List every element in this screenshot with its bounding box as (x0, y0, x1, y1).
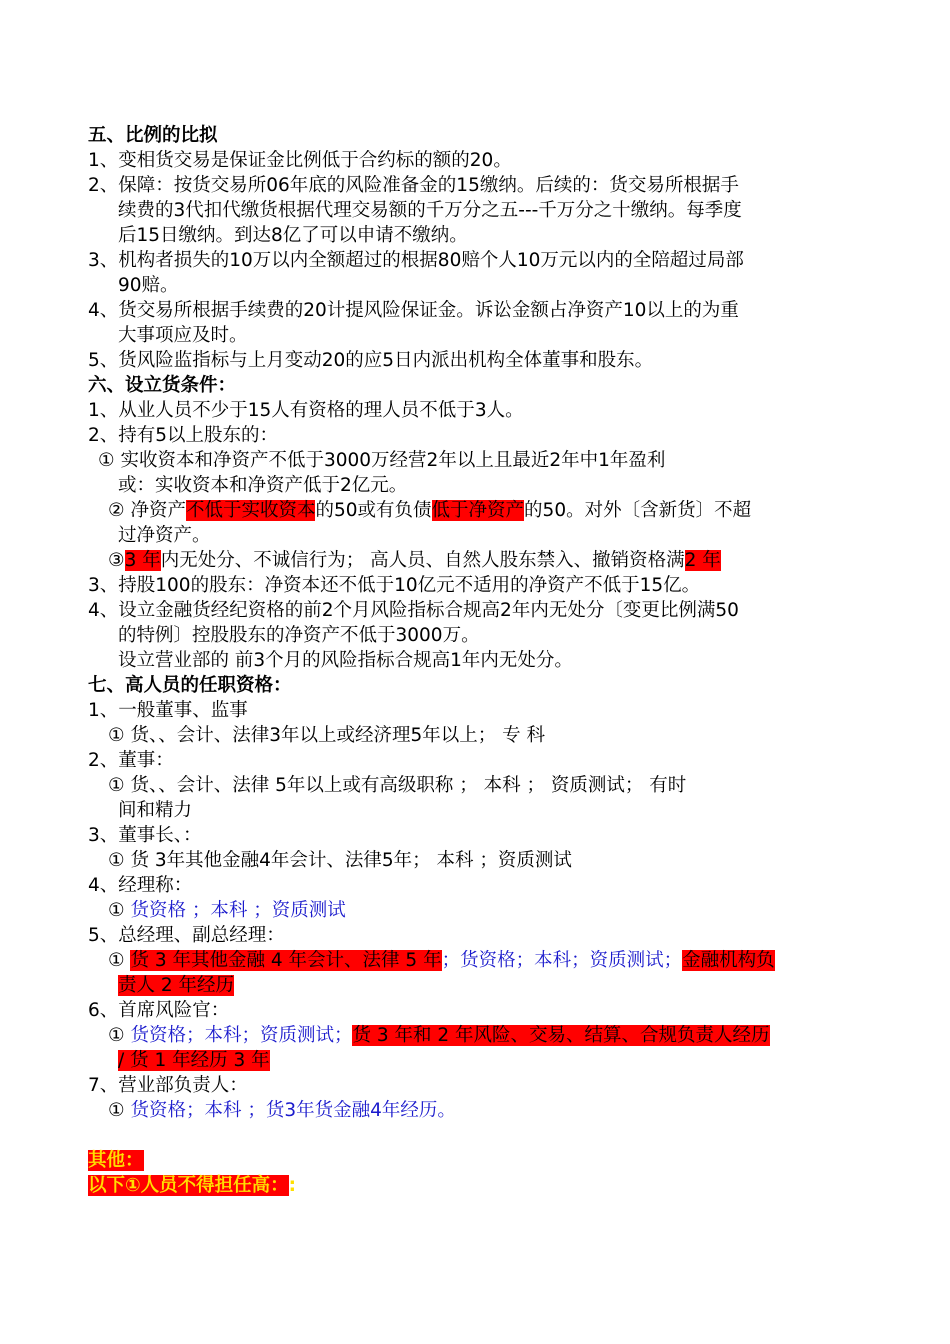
s7-item-7: 7、营业部负责人： (88, 1075, 248, 1096)
s6-sub-3-num: ③ (108, 550, 125, 571)
s7-item-5-sub (88, 948, 898, 973)
s7-item-4-num: ① (108, 900, 131, 921)
s6-item-4: 4、设立金融货经纪资格的前2个月风险指标合规高2年内无处分〔变更比例满50 (88, 600, 739, 621)
s7-item-1-sub: ① 货、、会计、法律3年以上或经济理5年以上； 专 科 (108, 725, 546, 746)
s7-item-6-blue-text: 货资格；本科；资质测试； (130, 1025, 353, 1046)
s6-sub-2-text-b: 的50或有负债 (315, 500, 432, 521)
highlight-fin-head: 金融机构负 (682, 950, 775, 971)
s7-item-6-num: ① (108, 1025, 131, 1046)
s7-item-7-sub (88, 1098, 898, 1123)
s6-sub-3-text: 内无处分、不诚信行为； 高人员、自然人股东禁入、撤销资格满 (160, 550, 685, 571)
s7-item-3-sub: ① 货 3年其他金融4年会计、法律5年； 本科 ；资质测试 (108, 850, 572, 871)
s7-item-1: 1、一般董事、监事 (88, 700, 248, 721)
s7-item-5-num: ① (108, 950, 131, 971)
highlight-2-years: 2 年 (684, 550, 721, 571)
s7-item-2: 2、董事： (88, 750, 174, 771)
section-6-title: 六、设立货条件： (88, 375, 237, 396)
s7-item-4-sub (88, 898, 898, 923)
s7-item-6-sub (88, 1023, 898, 1048)
s6-sub-2 (88, 498, 898, 523)
s7-item-2-sub-cont: 间和精力 (118, 800, 193, 821)
s7-item-5-sub-cont (88, 973, 898, 998)
s5-item-1: 1、变相货交易是保证金比例低于合约标的额的20。 (88, 150, 512, 171)
highlight-not-lower-than-capital: 不低于实收资本 (185, 500, 316, 521)
s7-item-4-blue-text: 货资格 ；本科 ；资质测试 (130, 900, 346, 921)
s5-item-3-cont: 90赔。 (118, 275, 179, 296)
s7-item-5-blue-text: ；货资格；本科；资质测试； (441, 950, 683, 971)
highlight-3-years: 3 年 (124, 550, 161, 571)
s5-item-3: 3、机构者损失的10万以内全额超过的根据80赔个人10万元以内的全陪超过局部 (88, 250, 744, 271)
s7-item-7-num: ① (108, 1100, 131, 1121)
document-body (88, 123, 898, 1198)
other-title: 其他： (88, 1150, 144, 1171)
s7-item-6-sub-cont (88, 1048, 898, 1073)
s6-item-4-cont: 的特例〕控股股东的净资产不低于3000万。 (118, 625, 480, 646)
s7-item-3: 3、董事长、： (88, 825, 202, 846)
highlight-head-2-years: 责人 2 年经历 (118, 975, 235, 996)
s7-item-5: 5、总经理、副总经理： (88, 925, 285, 946)
s7-item-7-blue-text: 货资格；本科 ；货3年货金融4年经历。 (130, 1100, 456, 1121)
other-line-colon: : (288, 1175, 297, 1196)
s7-item-2-sub: ① 货、、会计、法律 5年以上或有高级职称 ； 本科 ； 资质测试； 有时 (108, 775, 687, 796)
other-title-line (88, 1148, 898, 1173)
s6-sub-2-cont: 过净资产。 (118, 525, 211, 546)
s5-item-5: 5、货风险监指标与上月变动20的应5日内派出机构全体董事和股东。 (88, 350, 654, 371)
other-line-text: 以下①人员不得担任高： (88, 1175, 289, 1196)
s6-sub-3 (88, 548, 898, 573)
s6-sub-2-text-a: ② 净资产 (108, 500, 186, 521)
highlight-gm-experience: 货 3 年其他金融 4 年会计、法律 5 年 (130, 950, 442, 971)
s6-item-3: 3、持股100的股东：净资本还不低于10亿元不适用的净资产不低于15亿。 (88, 575, 701, 596)
section-5-title: 五、比例的比拟 (88, 125, 218, 146)
highlight-cro-alt: / 货 1 年经历 3 年 (118, 1050, 270, 1071)
s5-item-2: 2、保障：按货交易所06年底的风险准备金的15缴纳。后续的：货交易所根据手 (88, 175, 739, 196)
highlight-cro-experience: 货 3 年和 2 年风险、交易、结算、合规负责人经历 (352, 1025, 770, 1046)
s6-item-2: 2、持有5以上股东的： (88, 425, 279, 446)
s7-item-6: 6、首席风险官： (88, 1000, 230, 1021)
s6-item-1: 1、从业人员不少于15人有资格的理人员不低于3人。 (88, 400, 524, 421)
s6-sub-1-cont: 或：实收资本和净资产低于2亿元。 (118, 475, 408, 496)
s6-item-4-branch: 设立营业部的 前3个月的风险指标合规高1年内无处分。 (118, 650, 573, 671)
s5-item-2-cont: 续费的3代扣代缴货根据代理交易额的千万分之五---千万分之十缴纳。每季度 (118, 200, 742, 221)
s6-sub-2-text-c: 的50。对外〔含新货〕不超 (524, 500, 752, 521)
s5-item-4-cont: 大事项应及时。 (118, 325, 248, 346)
s5-item-2-cont2: 后15日缴纳。到达8亿了可以申请不缴纳。 (118, 225, 468, 246)
s7-item-4: 4、经理称： (88, 875, 193, 896)
spacer (88, 1123, 898, 1148)
s6-sub-1: ① 实收资本和净资产不低于3000万经营2年以上且最近2年中1年盈利 (98, 450, 666, 471)
highlight-lower-than-net-assets: 低于净资产 (431, 500, 525, 521)
section-7-title: 七、高人员的任职资格： (88, 675, 292, 696)
other-line (88, 1173, 898, 1198)
s5-item-4: 4、货交易所根据手续费的20计提风险保证金。诉讼金额占净资产10以上的为重 (88, 300, 739, 321)
